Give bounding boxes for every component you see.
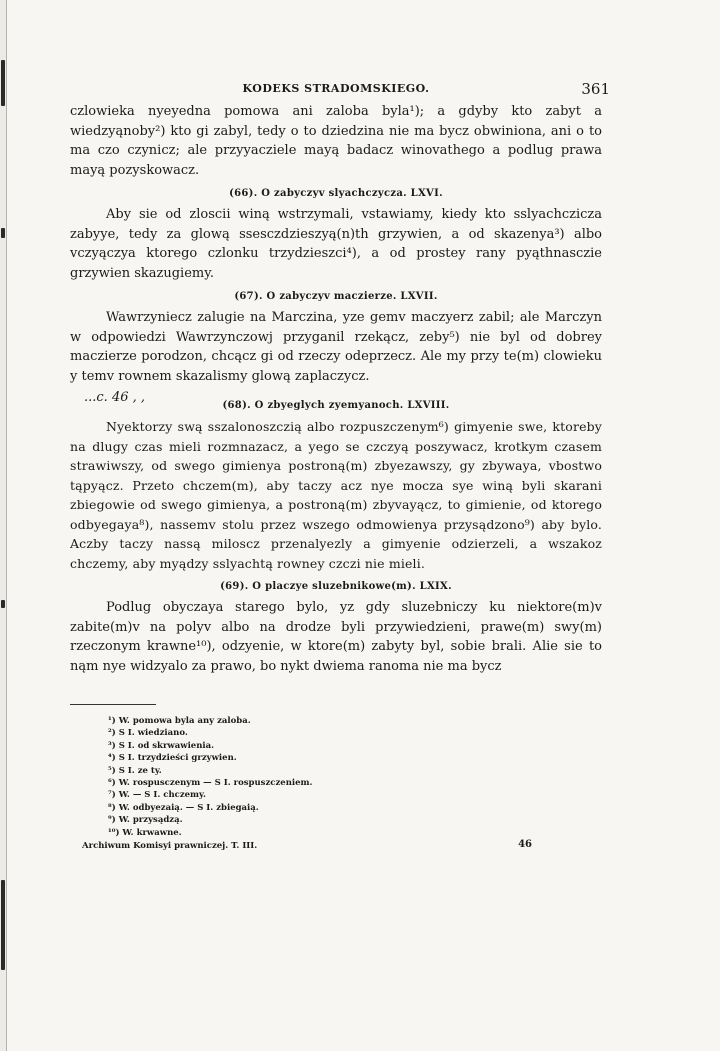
footnote-item: ⁴) S I. trzydzieści grzywien. [108, 753, 237, 764]
section-68-gothic-text: Nyektorzy swą sszalonoszczią albo rozpuszczenym⁶) gimyenie swe, ktoreby na dlugy czas mieli rozmnazacz, a yego se czczyą poszywacz, krotkym czasem strawiwszy, od swego gimienya postroną(m) zbyezawszy, gy zbywaya, vbostwo tąpyącz. Przeto chczem(m), aby taczy acz nye mocza sye winą byli skarani zbiegowie od swego gimienya, a postroną(m) zbyvayącz, to gimienie, od ktorego odbyegaya⁸), nassemv stolu przez wszego odmowienya przysądzono⁹) aby bylo. Aczby taczy nassą miloscz przenalyezly a gimyenie odzierzeli, a wszakoz chczemy, aby myądzy sslyachtą rowney czczi nie mieli. [70, 419, 602, 571]
running-header [70, 80, 610, 102]
section-heading-69: (69). O placzye sluzebnikowe(m). LXIX. [220, 581, 452, 592]
footnote-item: ¹⁰) W. krwawne. [108, 827, 182, 838]
section-heading-67: (67). O zabyczyv maczierze. LXVII. [234, 291, 438, 302]
footnote-item: ²) S I. wiedziano. [108, 728, 188, 739]
edge-mark [1, 880, 5, 970]
footnote-item: ⁸) W. odbyezaią. — S I. zbiegaią. [108, 802, 259, 813]
running-head-title: KODEKS STRADOMSKIEGO. [242, 82, 430, 95]
series-title: Archiwum Komisyi prawniczej. T. III. [82, 841, 258, 852]
page-number: 361 [581, 80, 610, 98]
section-heading-66: (66). O zabyczyv slyachczycza. LXVI. [229, 188, 443, 199]
edge-mark [1, 600, 5, 608]
footnote-item: ⁶) W. rospusczenym — S I. rospuszczeniem. [108, 778, 313, 789]
footnote-item: ³) S I. od skrwawienia. [108, 740, 215, 751]
edge-mark [1, 60, 5, 106]
handwritten-margin-note: ...c. 46 , , [84, 390, 146, 405]
page-footer [70, 841, 602, 855]
footnote-item: ⁵) S I. ze ty. [108, 765, 162, 776]
footnote-item: ⁷) W. — S I. chczemy. [108, 790, 206, 801]
section-67-text: Wawrzyniecz zalugie na Marczina, yze gemv maczyerz zabil; ale Marczyn w odpowiedzi Wawrzynczowj przyganil rzekącz, zeby⁵) nie byl od dobrey maczierze porodzon, chcącz gi od rzeczy odeprzecz. Ale my przy te(m) clowieku y temv rownem skazalismy glową zaplaczycz. [70, 310, 602, 384]
edge-mark [1, 228, 5, 238]
book-page [70, 80, 610, 855]
section-69-text: Podlug obyczaya starego bylo, yz gdy sluzebniczy ku niektore(m)v zabite(m)v na polyv albo na drodze byli przywiedzieni, prawe(m) swy(m) rzeczonym krawne¹⁰), odzyenie, w ktore(m) zabyty byl, sobie brali. Alie sie to nąm nye widzyalo za prawo, bo nykt dwiema ranoma nie ma bycz [70, 600, 602, 674]
footnote-item: ¹) W. pomowa byla any zaloba. [108, 716, 251, 726]
intro-paragraph: czlowieka nyeyedna pomowa ani zaloba byla¹); a gdyby kto zabyt a wiedzyąnoby²) kto gi zabyl, tedy o to dziedzina nie ma bycz obwiniona, ani o to ma czo czynicz; ale przyyacziele mayą badacz winovathego a podlug prawa mayą pozyskowacz. [70, 104, 602, 178]
section-66-text: Aby sie od zloscii winą wstrzymali, vstawiamy, kiedy kto sslyachczicza zabyye, tedy za glową ssesczdzieszyą(n)th grzywien, a od skazenya³) albo vczyączya ktorego czlonku trzydzieszci⁴), a od prostey rany pyąthnasczie grzywien skazugiemy. [70, 207, 602, 281]
scan-left-edge [0, 0, 7, 1051]
footnote-rule [70, 704, 156, 705]
sheet-number: 46 [518, 839, 532, 851]
section-heading-68: (68). O zbyeglych zyemyanoch. LXVIII. [222, 400, 450, 411]
footnote-item: ⁹) W. przysądzą. [108, 815, 183, 826]
footnotes-list [108, 715, 602, 839]
